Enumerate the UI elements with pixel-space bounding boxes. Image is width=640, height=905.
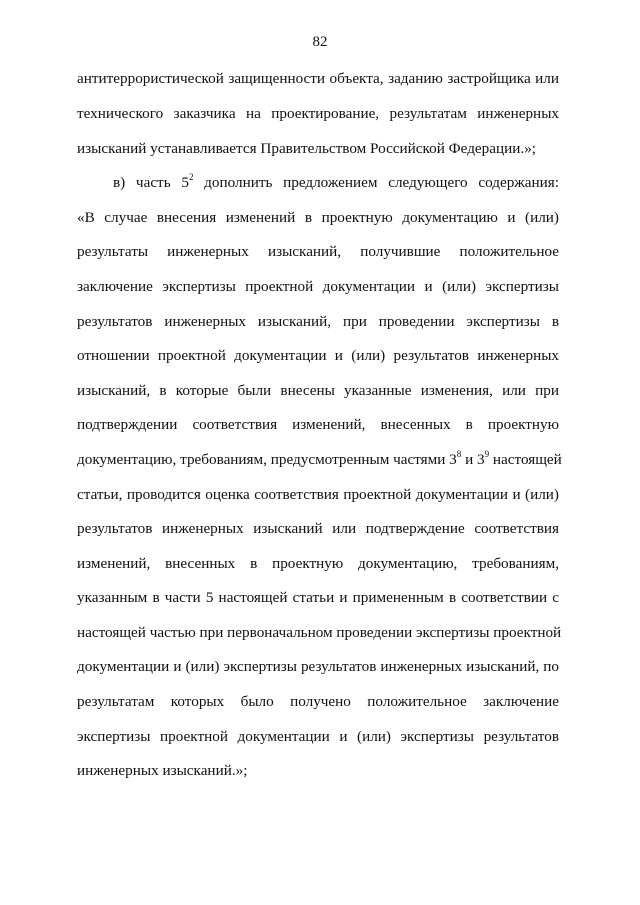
text-line-20: экспертизы проектной документации и (или) экспертизы результатов xyxy=(77,728,559,745)
text-line-8: результатов инженерных изысканий, при проведении экспертизы в xyxy=(77,313,559,330)
text-line-16: указанным в части 5 настоящей статьи и примененным в соответствии с xyxy=(77,589,559,606)
text-line-4 xyxy=(113,173,559,193)
text-line-2: технического заказчика на проектирование, результатам инженерных xyxy=(77,105,559,122)
text-line-12-part-2: и 3 xyxy=(461,451,485,468)
text-line-19: результатам которых было получено положительное заключение xyxy=(77,693,559,710)
text-line-12 xyxy=(77,448,562,470)
text-line-5: «В случае внесения изменений в проектную документацию и (или) xyxy=(77,209,559,226)
text-line-11: подтверждении соответствия изменений, внесенных в проектную xyxy=(77,416,559,433)
text-line-4-part-2: дополнить предложением следующего содержания: xyxy=(193,174,559,191)
text-line-12-part-1: документацию, требованиям, предусмотренным частями 3 xyxy=(77,451,457,468)
text-line-3: изысканий устанавливается Правительством Российской Федерации.»; xyxy=(77,140,537,157)
text-line-21: инженерных изысканий.»; xyxy=(77,762,248,779)
text-line-10: изысканий, в которые были внесены указанные изменения, или при xyxy=(77,382,559,399)
text-line-12-part-3: настоящей xyxy=(489,451,562,468)
superscript-3-8: 8 xyxy=(456,448,462,459)
text-line-13: статьи, проводится оценка соответствия проектной документации и (или) xyxy=(77,486,559,503)
text-line-4-part-1: в) часть 5 xyxy=(113,174,189,191)
text-line-6: результаты инженерных изысканий, получившие положительное xyxy=(77,243,559,260)
text-line-17: настоящей частью при первоначальном проведении экспертизы проектной xyxy=(77,624,562,641)
page-number: 82 xyxy=(312,34,328,50)
text-line-14: результатов инженерных изысканий или подтверждение соответствия xyxy=(77,520,559,537)
text-line-18: документации и (или) экспертизы результатов инженерных изысканий, по xyxy=(77,658,559,675)
text-line-15: изменений, внесенных в проектную документацию, требованиям, xyxy=(77,555,559,572)
superscript-3-9: 9 xyxy=(484,448,490,459)
text-line-7: заключение экспертизы проектной документации и (или) экспертизы xyxy=(77,278,559,295)
superscript-5-2: 2 xyxy=(188,171,194,182)
text-line-1: антитеррористической защищенности объекта, заданию застройщика или xyxy=(77,70,559,87)
text-line-9: отношении проектной документации и (или) результатов инженерных xyxy=(77,347,559,364)
